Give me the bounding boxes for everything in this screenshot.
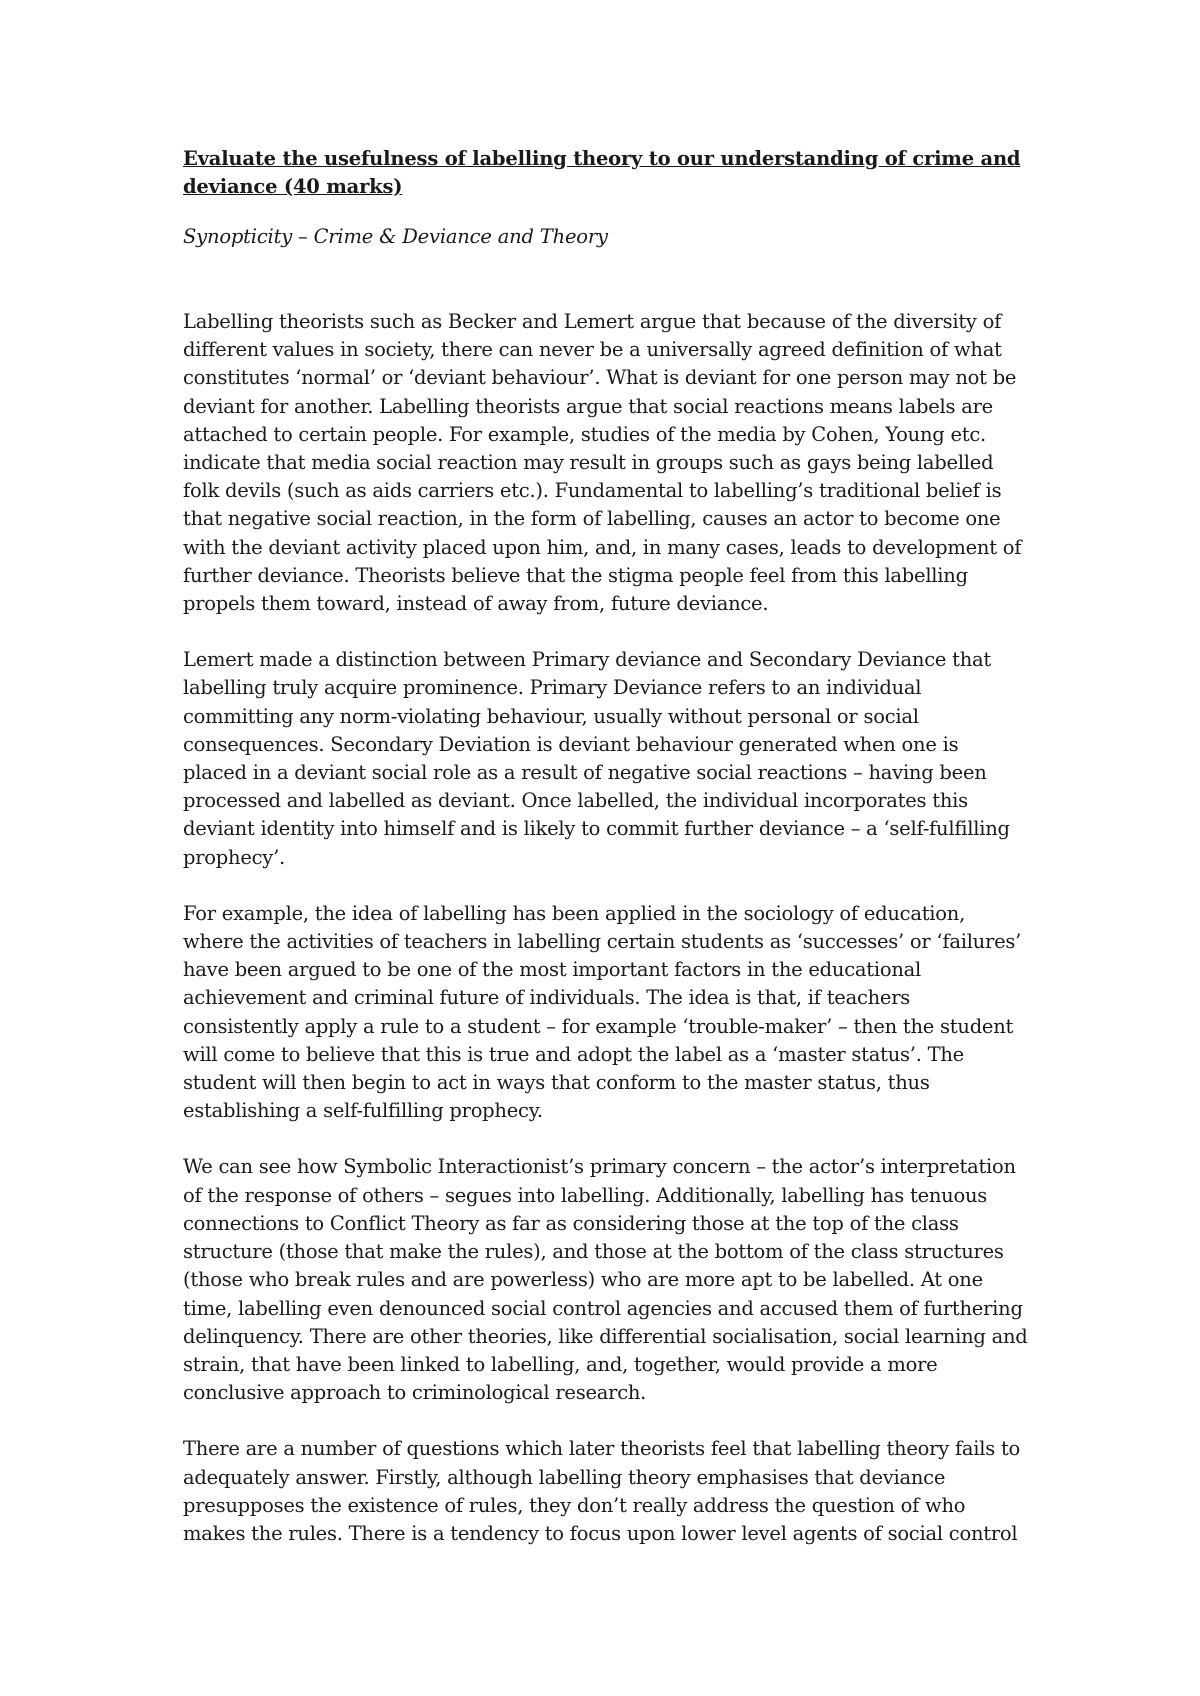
document-body [183,145,1028,1576]
paragraph-4: We can see how Symbolic Interactionist’s primary concern – the actor’s interpretation of the response of others – segues into labelling. Additionally, labelling has tenuous connections to Conflict Theory as far as considering those at the top of the class structure (those that make the rules), and those at the bottom of the class structures (those who break rules and are powerless) who are more apt to be labelled. At one time, labelling even denounced social control agencies and accused them of furthering delinquency. There are other theories, like differential socialisation, social learning and strain, that have been linked to labelling, and, together, would provide a more conclusive approach to criminological research. [183,1155,1028,1405]
document-subtitle: Synopticity – Crime & Deviance and Theory [183,225,608,248]
paragraph-5: There are a number of questions which later theorists feel that labelling theory fails to adequately answer. Firstly, although labelling theory emphasises that deviance presupposes the existence of rules, they don’t really address the question of who makes the rules. There is a tendency to focus upon lower level agents of social control [183,1437,1021,1545]
document-title: Evaluate the usefulness of labelling theory to our understanding of crime and deviance (40 marks) [183,147,1021,198]
paragraph-1: Labelling theorists such as Becker and Lemert argue that because of the diversity of different values in society, there can never be a universally agreed definition of what constitutes ‘normal’ or ‘deviant behaviour’. What is deviant for one person may not be deviant for another. Labelling theorists argue that social reactions means labels are attached to certain people. For example, studies of the media by Cohen, Young etc. indicate that media social reaction may result in groups such as gays being labelled folk devils (such as aids carriers etc.). Fundamental to labelling’s traditional belief is that negative social reaction, in the form of labelling, causes an actor to become one with the deviant activity placed upon him, and, in many cases, leads to development of further deviance. Theorists believe that the stigma people feel from this labelling propels them toward, instead of away from, future deviance. [183,310,1022,616]
paragraph-3: For example, the idea of labelling has been applied in the sociology of education, where the activities of teachers in labelling certain students as ‘successes’ or ‘failures’ have been argued to be one of the most important factors in the educational achievement and criminal future of individuals. The idea is that, if teachers consistently apply a rule to a student – for example ‘trouble-maker’ – then the student will come to believe that this is true and adopt the label as a ‘master status’. The student will then begin to act in ways that conform to the master status, thus establishing a self-fulfilling prophecy. [183,901,1022,1123]
paragraph-2: Lemert made a distinction between Primary deviance and Secondary Deviance that labelling truly acquire prominence. Primary Deviance refers to an individual committing any norm-violating behaviour, usually without personal or social consequences. Secondary Deviation is deviant behaviour generated when one is placed in a deviant social role as a result of negative social reactions – having been processed and labelled as deviant. Once labelled, the individual incorporates this deviant identity into himself and is likely to commit further deviance – a ‘self-fulfilling prophecy’. [183,648,1010,869]
